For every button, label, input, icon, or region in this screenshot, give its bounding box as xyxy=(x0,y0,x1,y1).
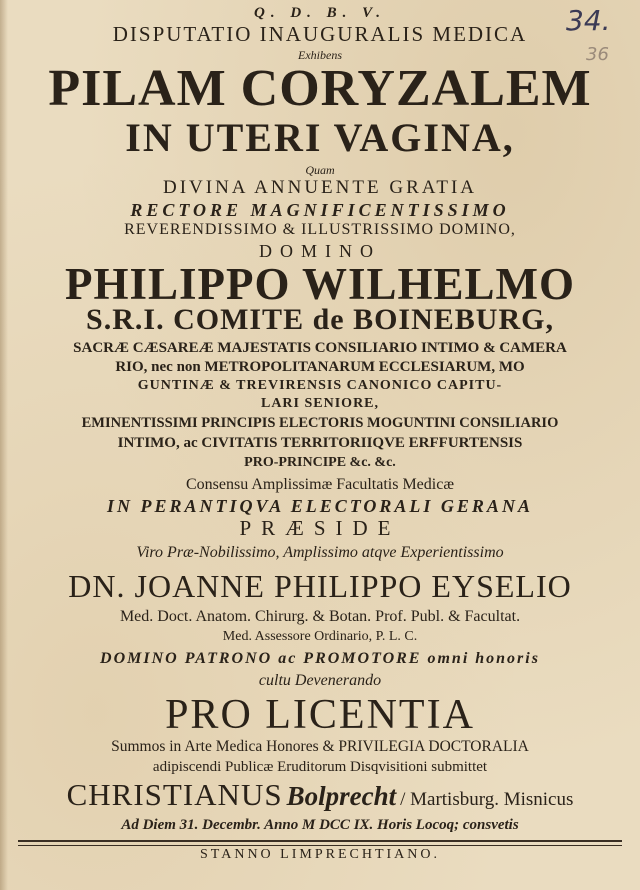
rector-office-4: LARI SENIORE, xyxy=(260,396,380,411)
imprint-line: STANNO LIMPRECHTIANO. xyxy=(200,847,440,862)
reverendissimo-line: REVERENDISSIMO & ILLUSTRISSIMO DOMINO, xyxy=(124,221,516,238)
rector-office-7: PRO-PRINCIPE &c. &c. xyxy=(244,455,396,470)
adipiscendi-line: adipiscendi Publicæ Eruditorum Disqvisitioni submittet xyxy=(152,759,488,775)
author-last-name: Bolprecht xyxy=(286,781,397,811)
rector-office-3: GUNTINÆ & TREVIRENSIS CANONICO CAPITU- xyxy=(137,378,503,393)
cultu-line: cultu Devenerando xyxy=(258,672,382,689)
author-place: / Martisburg. Misnicus xyxy=(400,789,574,810)
bottom-rule xyxy=(18,840,622,846)
viro-line: Viro Præ-Nobilissimo, Amplissimo atqve Experientissimo xyxy=(136,544,504,561)
rectore-line: RECTORE MAGNIFICENTISSIMO xyxy=(130,200,510,220)
in-perantiqua-line: IN PERANTIQVA ELECTORALI GERANA xyxy=(107,496,533,516)
author-line xyxy=(0,779,640,810)
rector-office-6: INTIMO, ac CIVITATIS TERRITORIIQVE ERFFURTENSIS xyxy=(117,435,523,451)
rector-office-2: RIO, nec non METROPOLITANARUM ECCLESIARUM, MO xyxy=(115,359,525,375)
disputatio-line: DISPUTATIO INAUGURALIS MEDICA xyxy=(112,22,528,46)
author-first-name: CHRISTIANUS xyxy=(66,777,283,812)
rector-name: PHILIPPO WILHELMO xyxy=(65,259,575,309)
rector-office-1: SACRÆ CÆSAREÆ MAJESTATIS CONSILIARIO INTIMO & CAMERA xyxy=(73,340,567,356)
date-line: Ad Diem 31. Decembr. Anno M DCC IX. Horis Locoq; consvetis xyxy=(121,817,519,833)
quam-line: Quam xyxy=(305,163,335,177)
rector-office-5: EMINENTISSIMI PRINCIPIS ELECTORIS MOGUNTINI CONSILIARIO xyxy=(81,415,559,431)
pro-licentia: PRO LICENTIA xyxy=(165,692,475,738)
top-letters: Q. D. B. V. xyxy=(254,5,386,21)
exhibens-line: Exhibens xyxy=(298,48,342,62)
consensu-line: Consensu Amplissimæ Facultatis Medicæ xyxy=(185,476,454,493)
domino-patrono-line: DOMINO PATRONO ac PROMOTORE omni honoris xyxy=(100,650,540,667)
main-title: PILAM CORYZALEM xyxy=(48,60,592,117)
praeses-title-2: Med. Assessore Ordinario, P. L. C. xyxy=(222,629,418,644)
handwritten-number: 34. xyxy=(566,4,611,37)
praeses-name: DN. JOANNE PHILIPPO EYSELIO xyxy=(68,568,572,604)
domino-line: DOMINO xyxy=(259,241,381,261)
handwritten-subnumber: 36 xyxy=(586,44,609,65)
praeses-title-1: Med. Doct. Anatom. Chirurg. & Botan. Prof. Publ. & Facultat. xyxy=(119,608,521,625)
praeside-line: PRÆSIDE xyxy=(239,516,401,540)
divina-line: DIVINA ANNUENTE GRATIA xyxy=(162,177,478,198)
main-subtitle: IN UTERI VAGINA, xyxy=(125,115,515,160)
summos-line: Summos in Arte Medica Honores & PRIVILEGIA DOCTORALIA xyxy=(111,738,529,755)
rector-comite: S.R.I. COMITE de BOINEBURG, xyxy=(86,303,554,336)
